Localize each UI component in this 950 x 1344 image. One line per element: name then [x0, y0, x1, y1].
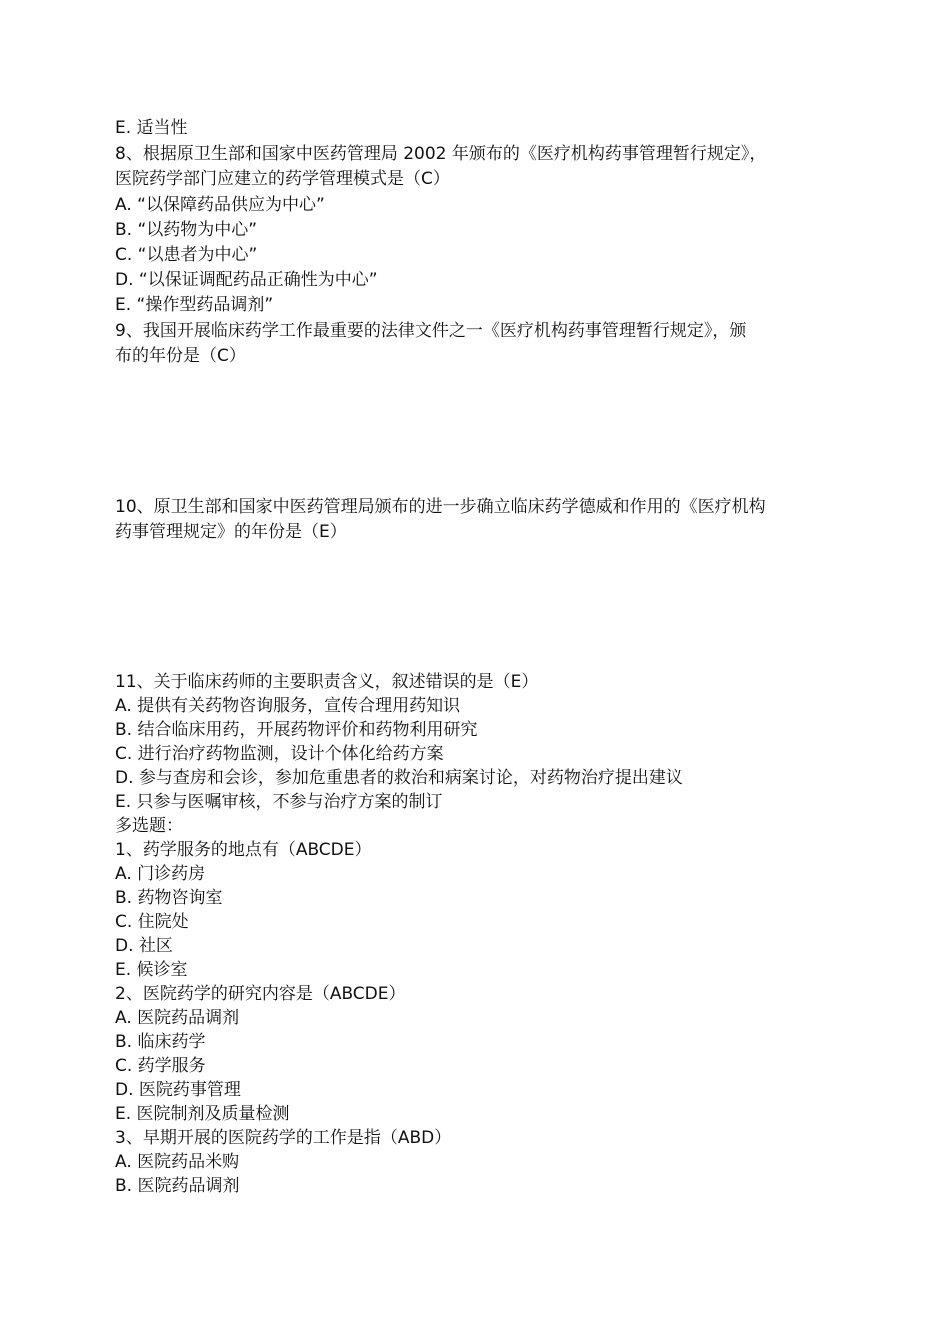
q8-question-line1: 8、根据原卫生部和国家中医药管理局 2002 年颁布的《医疗机构药事管理暂行规定》，	[115, 144, 767, 164]
q10-question-line2: 药事管理规定》的年份是（E）	[115, 522, 347, 542]
q11-option-e: E. 只参与医嘱审核，不参与治疗方案的制订	[115, 792, 443, 812]
mc1-option-b: B. 药物咨询室	[115, 888, 223, 908]
mc3-option-b: B. 医院药品调剂	[115, 1176, 240, 1196]
q11-option-a: A. 提供有关药物咨询服务，宣传合理用药知识	[115, 696, 461, 716]
q7-option-e: E. 适当性	[115, 118, 188, 138]
q8-option-c: C. “以患者为中心”	[115, 245, 258, 265]
q8-option-d: D. “以保证调配药品正确性为中心”	[115, 270, 378, 290]
q11-option-c: C. 进行治疗药物监测，设计个体化给药方案	[115, 744, 444, 764]
q11-question: 11、关于临床药师的主要职责含义，叙述错误的是（E）	[115, 672, 539, 692]
q9-question-line2: 布的年份是（C）	[115, 346, 246, 366]
q8-option-b: B. “以药物为中心”	[115, 220, 258, 240]
q11-option-b: B. 结合临床用药，开展药物评价和药物利用研究	[115, 720, 478, 740]
mc2-option-e: E. 医院制剂及质量检测	[115, 1104, 290, 1124]
mc2-option-c: C. 药学服务	[115, 1056, 206, 1076]
q10-question-line1: 10、原卫生部和国家中医药管理局颁布的进一步确立临床药学德威和作用的《医疗机构	[115, 497, 766, 517]
mc1-option-a: A. 门诊药房	[115, 864, 206, 884]
q8-question-line2: 医院药学部门应建立的药学管理模式是（C）	[115, 169, 450, 189]
q8-option-e: E. “操作型药品调剂”	[115, 295, 274, 315]
mc2-option-d: D. 医院药事管理	[115, 1080, 241, 1100]
section-heading-multiple-choice: 多选题：	[115, 816, 183, 836]
mc1-option-c: C. 住院处	[115, 912, 189, 932]
q11-option-d: D. 参与查房和会诊，参加危重患者的救治和病案讨论，对药物治疗提出建议	[115, 768, 683, 788]
mc2-option-b: B. 临床药学	[115, 1032, 206, 1052]
mc2-question: 2、医院药学的研究内容是（ABCDE）	[115, 984, 406, 1004]
mc2-option-a: A. 医院药品调剂	[115, 1008, 240, 1028]
mc3-question: 3、早期开展的医院药学的工作是指（ABD）	[115, 1128, 452, 1148]
mc1-question: 1、药学服务的地点有（ABCDE）	[115, 840, 372, 860]
mc1-option-e: E. 候诊室	[115, 960, 188, 980]
q8-option-a: A. “以保障药品供应为中心”	[115, 195, 325, 215]
q9-question-line1: 9、我国开展临床药学工作最重要的法律文件之一《医疗机构药事管理暂行规定》，颁	[115, 321, 747, 341]
mc3-option-a: A. 医院药品米购	[115, 1152, 240, 1172]
mc1-option-d: D. 社区	[115, 936, 173, 956]
